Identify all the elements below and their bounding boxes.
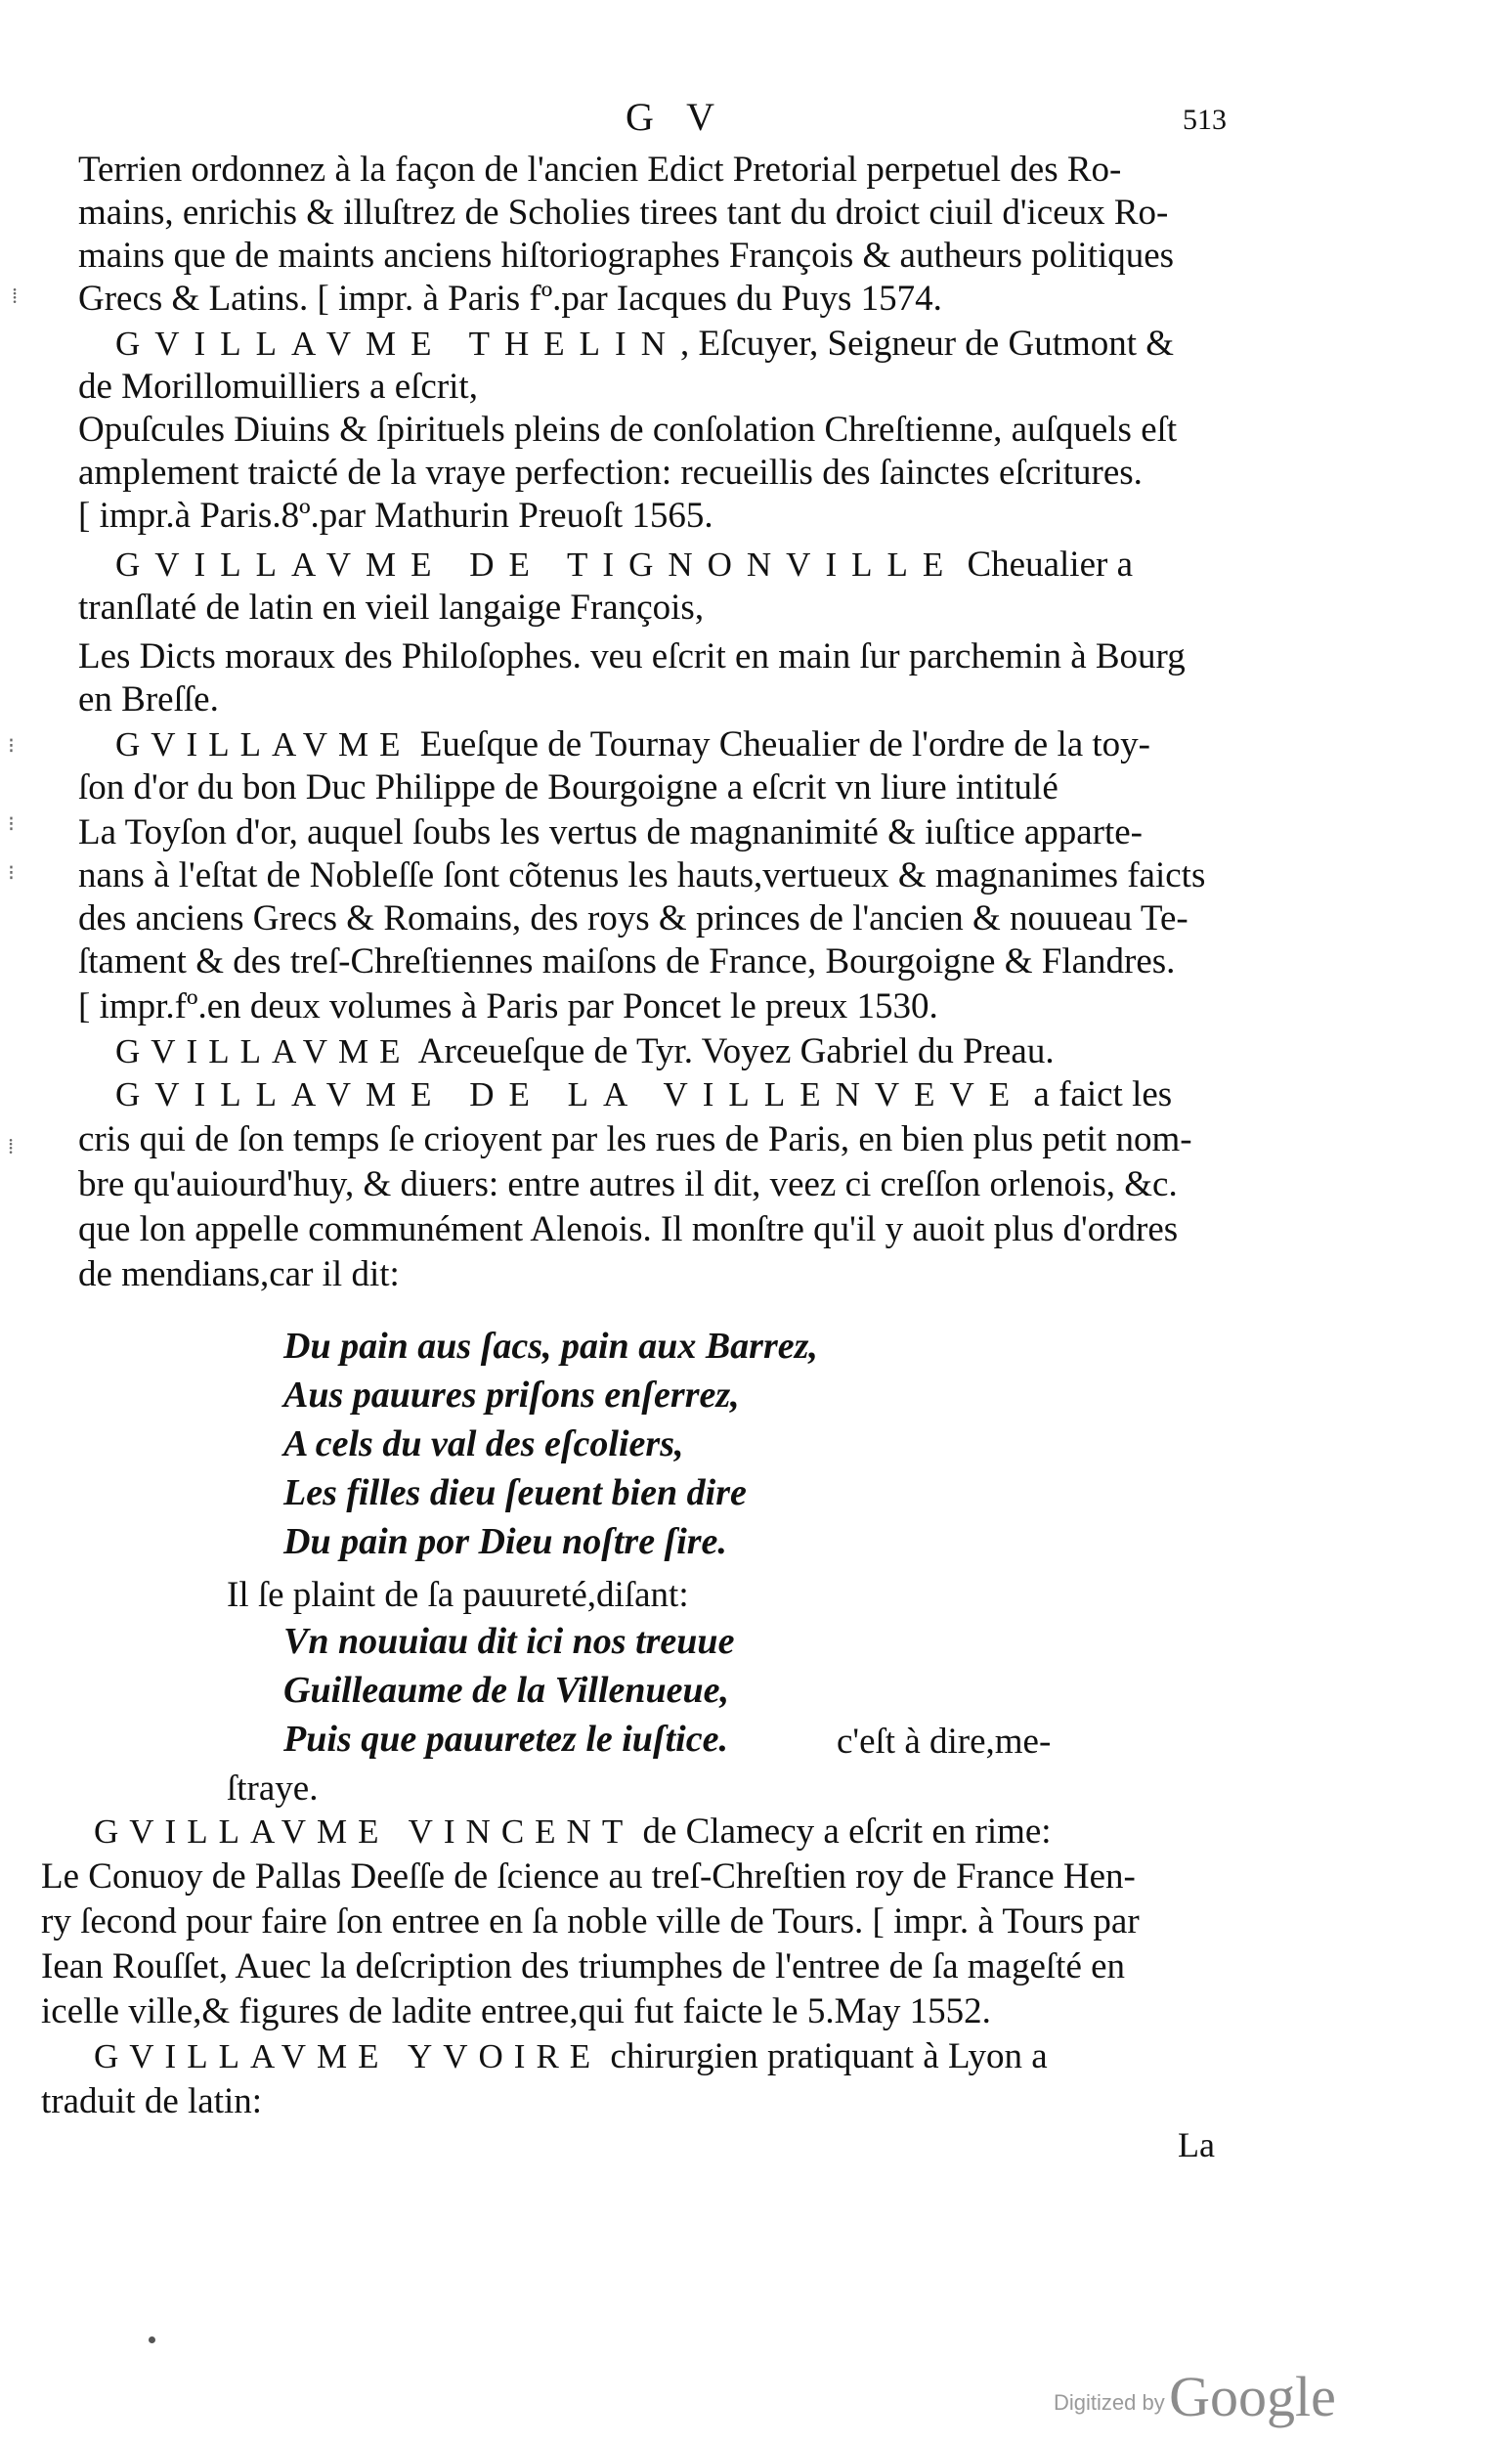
entry-heading (94, 1811, 1257, 1854)
running-title: G V (626, 95, 727, 139)
entry-heading-text: Eueſque de Tournay Cheualier de l'ordre de la toy- (410, 724, 1150, 764)
entry-heading (115, 723, 1278, 766)
text-line: mains, enrichis & illuſtrez de Scholies tirees tant du droict ciuil d'iceux Ro- (78, 193, 1169, 233)
watermark-prefix: Digitized by (1054, 2390, 1165, 2415)
text-line: de Morillomuilliers a eſcrit, (78, 367, 478, 407)
text-line: traduit de latin: (41, 2081, 263, 2121)
text-line: de mendians,car il dit: (78, 1254, 400, 1294)
verse-line: Aus pauures priſons enſerrez, (283, 1375, 740, 1416)
entry-author-name: GVILLAVME (115, 725, 411, 764)
google-logo: Google (1169, 2365, 1336, 2428)
verse-line: Du pain aus ſacs, pain aux Barrez, (283, 1326, 818, 1367)
entry-heading-text: chirurgien pratiquant à Lyon a (601, 2036, 1048, 2076)
page-number: 513 (1183, 104, 1227, 136)
verse-line: A cels du val des eſcoliers, (283, 1423, 684, 1464)
entry-heading-text: de Clamecy a eſcrit en rime: (633, 1811, 1052, 1852)
margin-mark: ⁞ (12, 284, 19, 308)
entry-author-name: GVILLAVME DE LA VILLENVEVE (115, 1075, 1025, 1113)
ink-speck (149, 2336, 155, 2343)
entry-author-name: GVILLAVME VINCENT (94, 1812, 634, 1851)
text-line: cris qui de ſon temps ſe crioyent par les rues de Paris, en bien plus petit nom- (78, 1119, 1192, 1159)
text-line: Opuſcules Diuins & ſpirituels pleins de conſolation Chreſtienne, auſquels eſt (78, 410, 1178, 450)
text-line: que lon appelle communément Alenois. Il monſtre qu'il y auoit plus d'ordres (78, 1209, 1179, 1249)
verse-line: Puis que pauuretez le iuſtice. (283, 1719, 728, 1760)
text-line: amplement traicté de la vraye perfection: recueillis des ſainctes eſcritures. (78, 453, 1143, 493)
entry-author-name: GVILLAVME DE TIGNONVILLE (115, 546, 959, 584)
verse-gloss: c'eſt à dire,me- (837, 1722, 1052, 1762)
text-line: tranſlaté de latin en vieil langaige François, (78, 588, 705, 628)
margin-mark: ⁞ (8, 1134, 15, 1158)
verse-line: Vn nouuiau dit ici nos treuue (283, 1621, 735, 1662)
text-line: ſon d'or du bon Duc Philippe de Bourgoigne a eſcrit vn liure intitulé (78, 767, 1058, 807)
entry-heading-text: , Eſcuyer, Seigneur de Gutmont & (679, 324, 1175, 364)
entry-author-name: GVILLAVME YVOIRE (94, 2037, 602, 2075)
entry-heading (115, 323, 1278, 366)
text-line: ſtament & des treſ-Chreſtiennes maiſons de France, Bourgoigne & Flandres. (78, 941, 1176, 982)
verse-line: Guilleaume de la Villenueue, (283, 1670, 730, 1711)
entry-heading-text: a faict les (1024, 1074, 1173, 1114)
text-line: nans à l'eſtat de Nobleſſe ſont cõtenus les hauts,vertueux & magnanimes faicts (78, 855, 1206, 895)
verse-gloss-end: ſtraye. (227, 1768, 319, 1809)
margin-mark: ⁝ (8, 811, 15, 836)
text-line: Terrien ordonnez à la façon de l'ancien Edict Pretorial perpetuel des Ro- (78, 150, 1122, 190)
entry-heading (94, 2035, 1257, 2078)
verse-line: Les filles dieu ſeuent bien dire (283, 1472, 747, 1513)
entry-heading-text: Cheualier a (958, 545, 1133, 585)
text-line: ry ſecond pour faire ſon entree en ſa noble ville de Tours. [ impr. à Tours par (41, 1901, 1140, 1942)
catchword: La (1178, 2125, 1215, 2164)
text-line: [ impr.à Paris.8º.par Mathurin Preuoſt 1565. (78, 496, 713, 536)
text-line: des anciens Grecs & Romains, des roys & princes de l'ancien & nouueau Te- (78, 898, 1188, 938)
entry-heading (115, 1030, 1278, 1073)
text-line: mains que de maints anciens hiſtoriographes François & autheurs politiques (78, 236, 1175, 276)
entry-heading-text: Arceueſque de Tyr. Voyez Gabriel du Preau. (410, 1031, 1055, 1071)
margin-mark: ⁝ (8, 860, 15, 885)
text-line: Le Conuoy de Pallas Deeſſe de ſcience au treſ-Chreſtien roy de France Hen- (41, 1856, 1136, 1897)
entry-author-name: GVILLAVME THELIN (115, 325, 680, 363)
verse-intro: Il ſe plaint de ſa pauureté,diſant: (227, 1575, 689, 1615)
text-line: Les Dicts moraux des Philoſophes. veu eſcrit en main ſur parchemin à Bourg (78, 636, 1186, 676)
text-line: bre qu'auiourd'huy, & diuers: entre autres il dit, veez ci creſſon orlenois, &c. (78, 1164, 1178, 1204)
entry-heading (115, 1073, 1278, 1116)
text-line: Grecs & Latins. [ impr. à Paris fº.par Iacques du Puys 1574. (78, 279, 942, 319)
text-line: Iean Rouſſet, Auec la deſcription des triumphes de l'entree de ſa mageſté en (41, 1946, 1126, 1986)
entry-heading (115, 544, 1278, 587)
digitized-watermark (1054, 2364, 1336, 2429)
text-line: en Breſſe. (78, 679, 219, 720)
margin-mark: ⁝ (8, 733, 15, 758)
text-line: icelle ville,& figures de ladite entree,qui fut faicte le 5.May 1552. (41, 1991, 991, 2031)
text-line: [ impr.fº.en deux volumes à Paris par Poncet le preux 1530. (78, 986, 938, 1026)
text-line: La Toyſon d'or, auquel ſoubs les vertus de magnanimité & iuſtice apparte- (78, 812, 1144, 852)
verse-line: Du pain por Dieu noſtre ſire. (283, 1521, 727, 1562)
entry-author-name: GVILLAVME (115, 1032, 411, 1070)
